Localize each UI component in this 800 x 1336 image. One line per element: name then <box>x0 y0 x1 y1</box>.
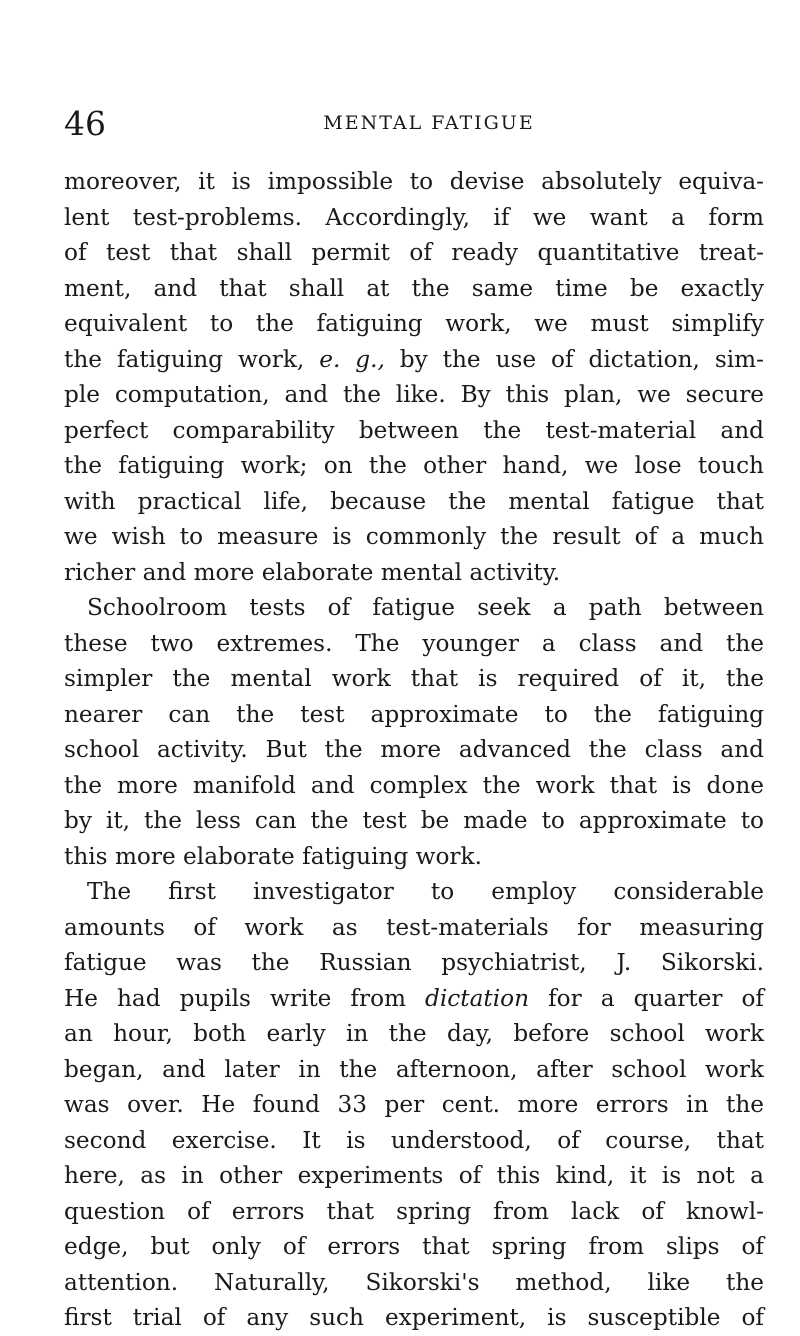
running-head <box>64 106 764 142</box>
text-line: here, as in other experiments of this kind, it is not a <box>64 1162 764 1189</box>
page-number: 46 <box>64 104 106 143</box>
text-fragment: by the use of dictation, sim- <box>399 345 764 373</box>
text-line: edge, but only of errors that spring from slips of <box>64 1233 764 1260</box>
text-line: amounts of work as test-materials for measuring <box>64 913 764 941</box>
text-line: moreover, it is impossible to devise absolutely equiva- <box>64 168 764 195</box>
text-line: lent test-problems. Accordingly, if we want a form <box>64 203 764 231</box>
text-fragment: the fatiguing work, <box>64 345 305 373</box>
text-line: nearer can the test approximate to the fatiguing <box>64 700 764 728</box>
text-line: ment, and that shall at the same time be exactly <box>64 274 764 302</box>
running-title: MENTAL FATIGUE <box>323 112 535 134</box>
paragraph-start: The first investigator to employ considerable <box>87 878 764 905</box>
text-line: these two extremes. The younger a class and the <box>64 629 764 657</box>
text-line: richer and more elaborate mental activity. <box>64 558 561 586</box>
text-line: simpler the mental work that is required of it, the <box>64 665 764 692</box>
text-line <box>64 981 764 1017</box>
text-line: with practical life, because the mental fatigue that <box>64 487 764 515</box>
text-line: ple computation, and the like. By this plan, we secure <box>64 381 764 408</box>
text-line: we wish to measure is commonly the result of a much <box>64 523 764 550</box>
body-text <box>64 164 764 1336</box>
text-line: attention. Naturally, Sikorski's method, like the <box>64 1268 764 1296</box>
text-line: perfect comparability between the test-material and <box>64 416 764 444</box>
text-line: equivalent to the fatiguing work, we must simplify <box>64 310 764 337</box>
text-line: the more manifold and complex the work that is done <box>64 771 764 799</box>
text-line: of test that shall permit of ready quantitative treat- <box>64 239 764 266</box>
text-fragment: He had pupils write from <box>64 984 407 1012</box>
text-line: first trial of any such experiment, is susceptible of <box>64 1304 764 1331</box>
text-line: an hour, both early in the day, before school work <box>64 1020 764 1047</box>
paragraph-start: Schoolroom tests of fatigue seek a path between <box>87 594 764 621</box>
text-line: this more elaborate fatiguing work. <box>64 842 482 870</box>
text-line <box>64 342 764 378</box>
text-line: question of errors that spring from lack of knowl- <box>64 1197 764 1225</box>
text-line: the fatiguing work; on the other hand, we lose touch <box>64 452 764 479</box>
italic-word: dictation <box>425 984 530 1012</box>
text-line: by it, the less can the test be made to approximate to <box>64 807 764 834</box>
italic-abbreviation: e. g., <box>319 345 385 373</box>
text-line: fatigue was the Russian psychiatrist, J. Sikorski. <box>64 949 764 976</box>
text-line: second exercise. It is understood, of course, that <box>64 1126 764 1154</box>
text-line: school activity. But the more advanced the class and <box>64 736 764 763</box>
text-line: began, and later in the afternoon, after school work <box>64 1055 764 1083</box>
text-fragment: for a quarter of <box>548 984 764 1012</box>
text-line: was over. He found 33 per cent. more errors in the <box>64 1091 764 1118</box>
